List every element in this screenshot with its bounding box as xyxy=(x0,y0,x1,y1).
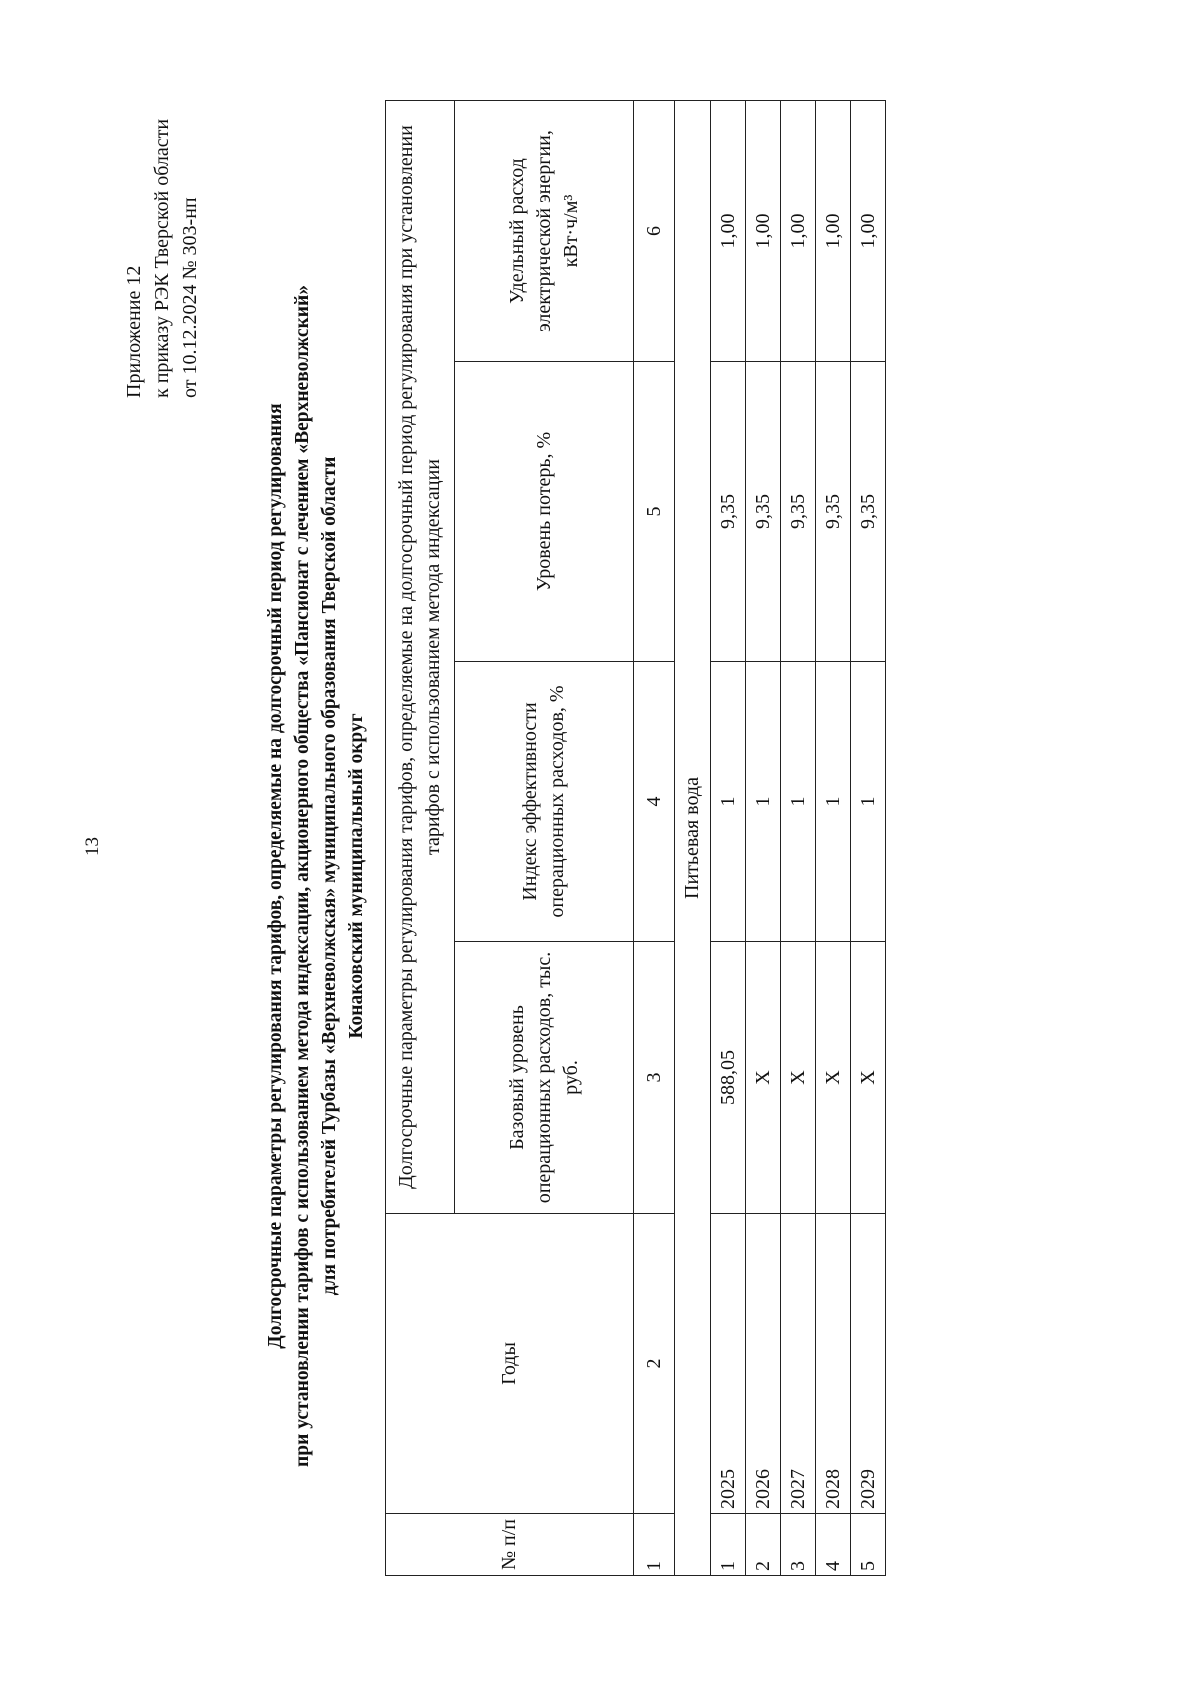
row-losses: 9,35 xyxy=(851,362,886,662)
row-efficiency: 1 xyxy=(781,662,816,942)
row-losses: 9,35 xyxy=(711,362,746,662)
title-line-2: при установлении тарифов с использованием метода индексации, акционерного общества «Пансионат с лечением «Верхневолжский» xyxy=(292,285,313,1467)
table-row xyxy=(816,100,851,1575)
row-energy: 1,00 xyxy=(711,100,746,361)
row-efficiency: 1 xyxy=(851,662,886,942)
row-base-cost: Х xyxy=(781,942,816,1214)
row-energy: 1,00 xyxy=(851,100,886,361)
title-line-3: для потребителей Турбазы «Верхневолжская» муниципального образования Тверской области xyxy=(319,456,340,1296)
table-row xyxy=(746,100,781,1575)
table-row xyxy=(781,100,816,1575)
appendix-reference xyxy=(120,119,204,398)
row-year: 2026 xyxy=(746,1214,781,1514)
header-num: № п/п xyxy=(386,1514,634,1576)
col-number-5: 5 xyxy=(634,362,675,662)
row-num: 5 xyxy=(851,1514,886,1576)
col-number-6: 6 xyxy=(634,100,675,361)
row-energy: 1,00 xyxy=(816,100,851,361)
header-base-cost: Базовый уровень операционных расходов, тыс. руб. xyxy=(455,942,634,1214)
col-number-3: 3 xyxy=(634,942,675,1214)
section-title: Питьевая вода xyxy=(675,100,711,1575)
row-base-cost: Х xyxy=(746,942,781,1214)
row-year: 2027 xyxy=(781,1214,816,1514)
title-line-4: Конаковский муниципальный округ xyxy=(346,713,367,1039)
header-efficiency: Индекс эффективности операционных расходов, % xyxy=(455,662,634,942)
appendix-line-1: Приложение 12 xyxy=(123,265,145,398)
row-base-cost: Х xyxy=(816,942,851,1214)
col-number-2: 2 xyxy=(634,1214,675,1514)
header-energy: Удельный расход электрической энергии, кВт·ч/м³ xyxy=(455,100,634,361)
header-group: Долгосрочные параметры регулирования тарифов, определяемые на долгосрочный период регулирования при установлении тарифов с использованием метода индексации xyxy=(386,100,455,1213)
row-base-cost: Х xyxy=(851,942,886,1214)
row-efficiency: 1 xyxy=(711,662,746,942)
row-energy: 1,00 xyxy=(746,100,781,361)
row-losses: 9,35 xyxy=(816,362,851,662)
row-num: 2 xyxy=(746,1514,781,1576)
row-energy: 1,00 xyxy=(781,100,816,361)
table-row xyxy=(711,100,746,1575)
column-numbers-row xyxy=(634,100,675,1575)
title-line-1: Долгосрочные параметры регулирования тарифов, определяемые на долгосрочный период регулирования xyxy=(265,403,286,1349)
row-losses: 9,35 xyxy=(746,362,781,662)
document-title xyxy=(262,251,370,1501)
row-num: 4 xyxy=(816,1514,851,1576)
col-number-4: 4 xyxy=(634,662,675,942)
row-year: 2025 xyxy=(711,1214,746,1514)
section-row xyxy=(675,100,711,1575)
header-years: Годы xyxy=(386,1214,634,1514)
appendix-line-2: к приказу РЭК Тверской области xyxy=(151,118,173,398)
table-row xyxy=(851,100,886,1575)
row-num: 1 xyxy=(711,1514,746,1576)
row-base-cost: 588,05 xyxy=(711,942,746,1214)
tariff-parameters-table xyxy=(385,100,886,1576)
row-efficiency: 1 xyxy=(816,662,851,942)
row-year: 2028 xyxy=(816,1214,851,1514)
col-number-1: 1 xyxy=(634,1514,675,1576)
appendix-line-3: от 10.12.2024 № 303-нп xyxy=(179,197,201,398)
header-losses: Уровень потерь, % xyxy=(455,362,634,662)
row-year: 2029 xyxy=(851,1214,886,1514)
row-num: 3 xyxy=(781,1514,816,1576)
row-efficiency: 1 xyxy=(746,662,781,942)
page-number: 13 xyxy=(82,837,103,856)
row-losses: 9,35 xyxy=(781,362,816,662)
